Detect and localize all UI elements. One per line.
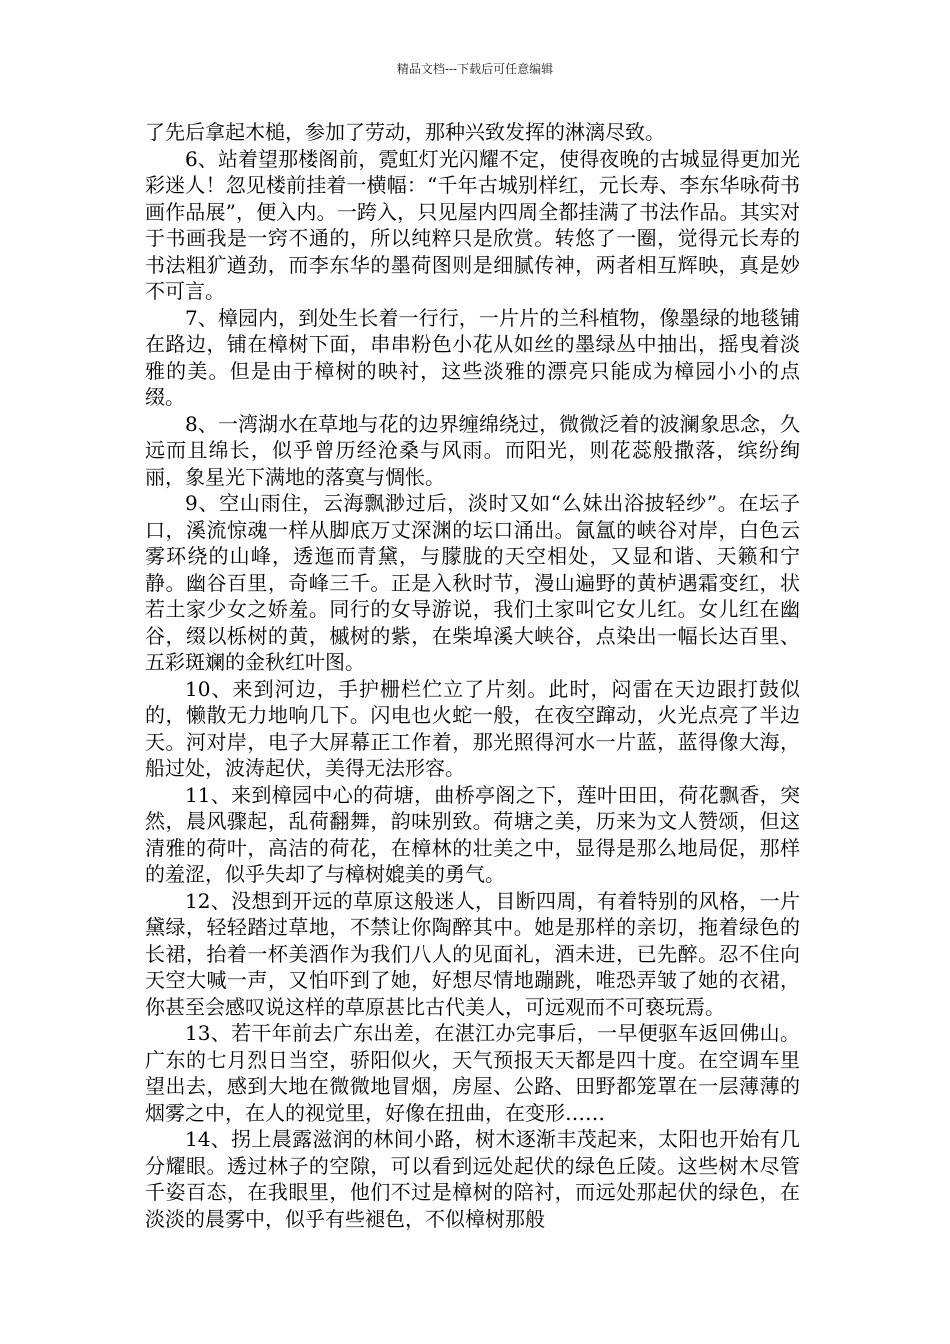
paragraph-8: 8、一湾湖水在草地与花的边界缠绵绕过，微微泛着的波澜象思念，久远而且绵长，似乎曾历经沧桑与风雨。而阳光，则花蕊般撒落，缤纷绚丽，象星光下满地的落寞与惆怅。: [145, 411, 800, 489]
paragraph-13: 13、若干年前去广东出差，在湛江办完事后，一早便驱车返回佛山。广东的七月烈日当空，骄阳似火，天气预报天天都是四十度。在空调车里望出去，感到大地在微微地冒烟，房屋、公路、田野都笼罩在一层薄薄的烟雾之中，在人的视觉里，好像在扭曲，在变形……: [145, 1021, 800, 1125]
paragraph-continued: 了先后拿起木槌，参加了劳动，那种兴致发挥的淋漓尽致。: [145, 120, 665, 144]
paragraph-14: 14、拐上晨露滋润的林间小路，树木逐渐丰茂起来，太阳也开始有几分耀眼。透过林子的空隙，可以看到远处起伏的绿色丘陵。这些树木尽管千姿百态，在我眼里，他们不过是樟树的陪衬，而远处那起伏的绿色，在淡淡的晨雾中，似乎有些褪色，不似樟树那般: [145, 1127, 800, 1231]
paragraph-12: 12、没想到开远的草原这般迷人，目断四周，有着特别的风格，一片黛绿，轻轻踏过草地，不禁让你陶醉其中。她是那样的亲切，拖着绿色的长裙，抬着一杯美酒作为我们八人的见面礼，酒未进，已先醉。忍不住向天空大喊一声，又怕吓到了她，好想尽情地蹦跳，唯恐弄皱了她的衣裙，你甚至会感叹说这样的草原甚比古代美人，可远观而不可亵玩焉。: [145, 888, 800, 1019]
page-header-note: 精品文档---下载后可任意编辑: [396, 62, 554, 76]
paragraph-7: 7、樟园内，到处生长着一行行，一片片的兰科植物，像墨绿的地毯铺在路边，铺在樟树下面，串串粉色小花从如丝的墨绿丛中抽出，摇曳着淡雅的美。但是由于樟树的映衬，这些淡雅的漂亮只能成为樟园小小的点缀。: [145, 305, 800, 409]
paragraph-10: 10、来到河边，手护栅栏伫立了片刻。此时，闷雷在天边跟打鼓似的，懒散无力地响几下。闪电也火蛇一般，在夜空蹿动，火光点亮了半边天。河对岸，电子大屏幕正工作着，那光照得河水一片蓝，蓝得像大海，船过处，波涛起伏，美得无法形容。: [145, 676, 800, 780]
document-body: [145, 119, 800, 1232]
paragraph-11: 11、来到樟园中心的荷塘，曲桥亭阁之下，莲叶田田，荷花飘香，突然，晨风骤起，乱荷翻舞，韵味别致。荷塘之美，历来为文人赞颂，但这清雅的荷叶，高洁的荷花，在樟林的壮美之中，显得是那么地局促，那样的羞涩，似乎失却了与樟树媲美的勇气。: [145, 782, 800, 886]
paragraph-9: 9、空山雨住，云海飘渺过后，淡时又如“么妹出浴披轻纱”。在坛子口，溪流惊魂一样从脚底万丈深渊的坛口涌出。氤氲的峡谷对岸，白色云雾环绕的山峰，透迤而青黛，与朦胧的天空相处，又显和谐、天籁和宁静。幽谷百里，奇峰三千。正是入秋时节，漫山遍野的黄栌遇霜变红，状若土家少女之娇羞。同行的女导游说，我们土家叫它女儿红。女儿红在幽谷，缀以栎树的黄，槭树的紫，在柴埠溪大峡谷，点染出一幅长达百里、五彩斑斓的金秋红叶图。: [145, 491, 800, 674]
paragraph-6: 6、站着望那楼阁前，霓虹灯光闪耀不定，使得夜晚的古城显得更加光彩迷人！忽见楼前挂着一横幅：“千年古城别样红，元长寿、李东华咏荷书画作品展”，便入内。一跨入，只见屋内四周全都挂满了书法作品。其实对于书画我是一窍不通的，所以纯粹只是欣赏。转悠了一圈，觉得元长寿的书法粗犷遒劲，而李东华的墨荷图则是细腻传神，两者相互辉映，真是妙不可言。: [145, 146, 800, 303]
